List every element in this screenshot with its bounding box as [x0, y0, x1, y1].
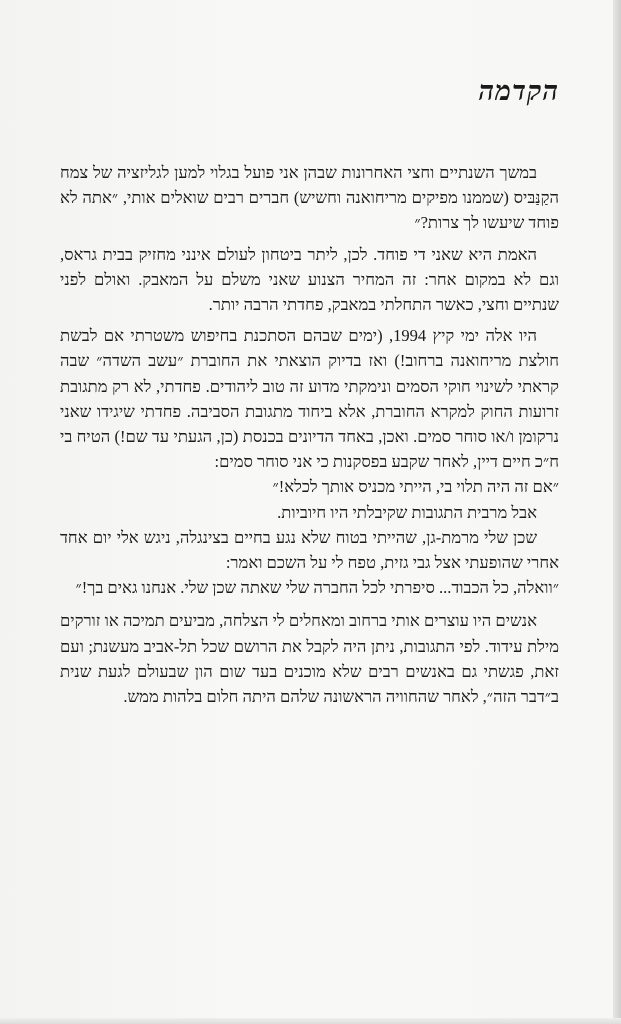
page-edge-right	[613, 0, 621, 1024]
paragraph-1: במשך השנתיים וחצי האחרונות שבהן אני פועל בגלוי למען לגליזציה של צמח הקַנַּבּיס (שממנו מפיקים מריחואנה וחשיש) חברים רבים שואלים אותי, ״אתה לא פוחד שיעשו לך צרות?״	[60, 163, 559, 233]
quote-1: ״אם זה היה תלוי בי, הייתי מכניס אותך לכלא!״	[272, 477, 559, 497]
paragraph-2: האמת היא שאני די פוחד. לכן, ליתר ביטחון לעולם אינני מחזיק בבית גראס, וגם לא במקום אחר: זה המחיר הצנוע שאני משלם על המאבק. ואולם לפני שנתיים וחצי, כאשר התחלתי במאבק, פחדתי הרבה יותר.	[60, 244, 559, 315]
body-text	[60, 160, 559, 715]
chapter-title: הקדמה	[478, 76, 559, 107]
paragraph-3: היו אלה ימי קיץ 1994, (ימים שבהם הסתכנת בחיפוש משטרתי אם לבשת חולצת מריחואנה ברחוב!) ואז בדיוק הוצאתי את החוברת ״עשב השדה״ שבה קראתי לשינוי חוקי הסמים ונימקתי מדוע זה טוב ליהודים. פחדתי, לא רק מתגובת זרועות החוק למקרא החוברת, אלא ביחוד מתגובת הסביבה. פחדתי שיגידו שאני נרקומן ו/או סוחר סמים. ואכן, באחד הדיונים בכנסת (כן, הגעתי עד שם!) הטיח בי ח״כ חיים דיין, לאחר שקבע בפסקנות כי אני סוחר סמים:	[60, 326, 559, 472]
page-edge-bottom	[0, 1018, 621, 1024]
quote-2: ״וואלה, כל הכבוד... סיפרתי לכל החברה שלי שאתה שכן שלי. אנחנו גאים בך!״	[75, 578, 559, 598]
paragraph-6: אנשים היו עוצרים אותי ברחוב ומאחלים לי הצלחה, מביעים תמיכה או זורקים מילת עידוד. לפי התגובות, ניתן היה לקבל את הרושם שכל תל-אביב מעשנת; ועם זאת, פגשתי גם באנשים רבים שלא מוכנים בעד שום הון שבעולם לגעת שנית ב״דבר הזה״, לאחר שהחוויה הראשונה שלהם היתה חלום בלהות ממש.	[60, 611, 559, 707]
paragraph-5: שכן שלי מרמת-גן, שהייתי בטוח שלא נגע בחיים בצינגלה, ניגש אלי יום אחד אחרי שהופעתי אצל גבי גזית, טפח לי על השכם ואמר:	[60, 527, 559, 573]
paragraph-4: אבל מרבית התגובות שקיבלתי היו חיוביות.	[277, 502, 537, 522]
